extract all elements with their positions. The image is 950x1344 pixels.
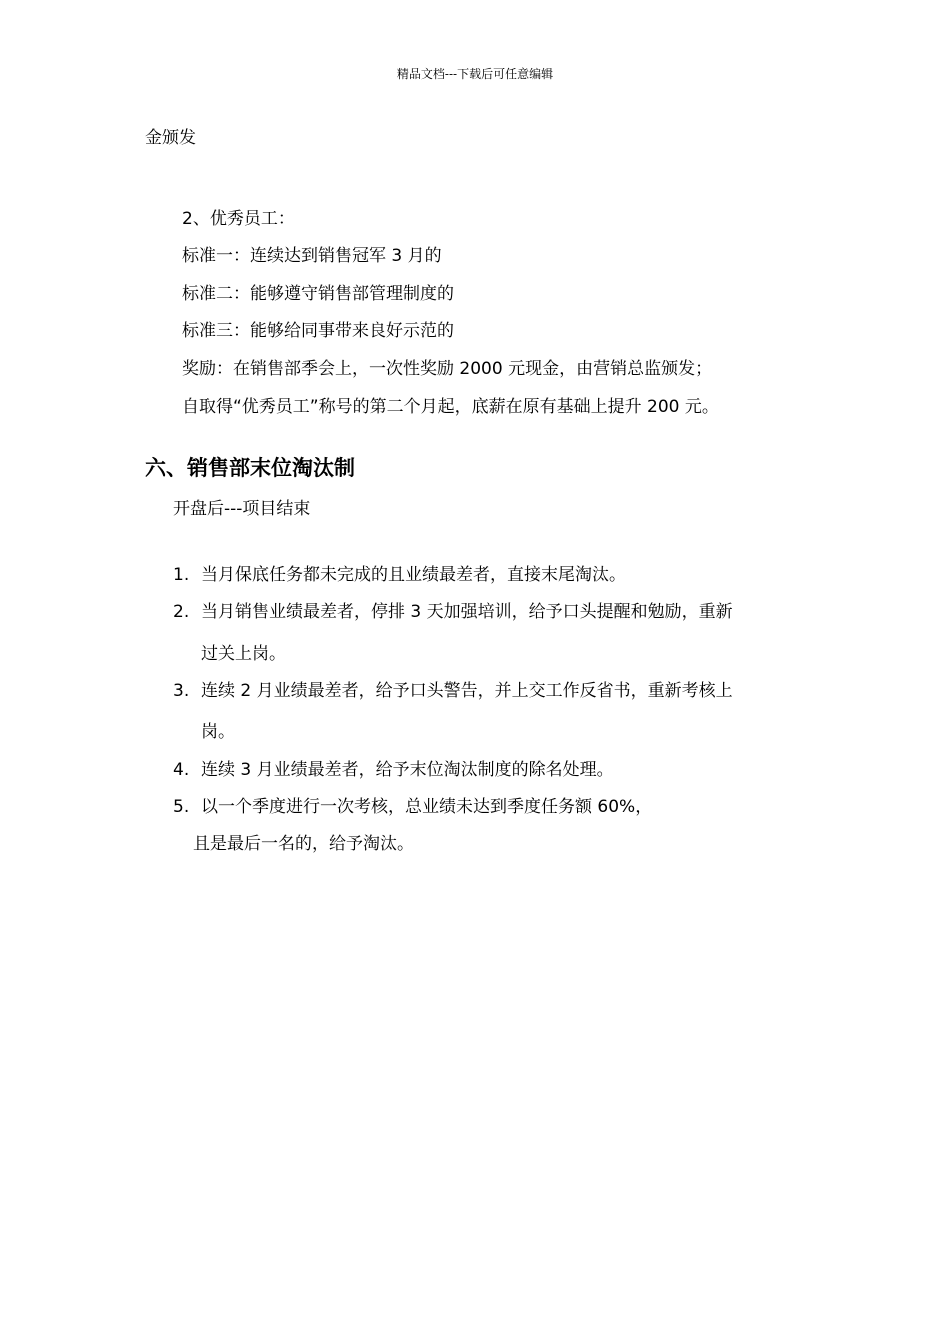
list-item-number: 5.	[173, 797, 190, 817]
list-item-continuation: 且是最后一名的，给予淘汰。	[193, 834, 414, 854]
award-criterion-1: 标准一：连续达到销售冠军 3 月的	[182, 246, 442, 266]
list-item-continuation: 岗。	[201, 722, 235, 742]
list-item-number: 1.	[173, 565, 190, 585]
award-criterion-2: 标准二：能够遵守销售部管理制度的	[182, 284, 454, 304]
list-item-text: 连续 2 月业绩最差者，给予口头警告，并上交工作反省书，重新考核上	[201, 681, 733, 701]
section-heading: 六、销售部末位淘汰制	[145, 456, 355, 480]
continuation-text: 金颁发	[145, 128, 196, 148]
list-item	[173, 601, 733, 623]
list-item-text: 当月销售业绩最差者，停排 3 天加强培训，给予口头提醒和勉励，重新	[201, 602, 733, 622]
section-subtitle: 开盘后---项目结束	[173, 499, 311, 519]
award-reward-line-2: 自取得“优秀员工”称号的第二个月起，底薪在原有基础上提升 200 元。	[182, 397, 719, 417]
list-item-number: 3.	[173, 681, 190, 701]
page-header-note: 精品文档---下载后可任意编辑	[396, 67, 554, 81]
list-item-number: 2.	[173, 602, 190, 622]
list-item	[173, 796, 652, 818]
list-item	[173, 759, 614, 781]
list-item-text: 以一个季度进行一次考核，总业绩未达到季度任务额 60%，	[201, 797, 653, 817]
list-item-text: 当月保底任务都未完成的且业绩最差者，直接末尾淘汰。	[201, 565, 626, 585]
list-item-continuation: 过关上岗。	[201, 644, 286, 664]
list-item	[173, 564, 626, 586]
award-criterion-3: 标准三：能够给同事带来良好示范的	[182, 321, 454, 341]
list-item	[173, 680, 733, 702]
list-item-number: 4.	[173, 760, 190, 780]
award-reward-line-1: 奖励：在销售部季会上，一次性奖励 2000 元现金，由营销总监颁发；	[182, 359, 713, 379]
award-title: 2、优秀员工：	[182, 209, 295, 229]
list-item-text: 连续 3 月业绩最差者，给予末位淘汰制度的除名处理。	[201, 760, 614, 780]
